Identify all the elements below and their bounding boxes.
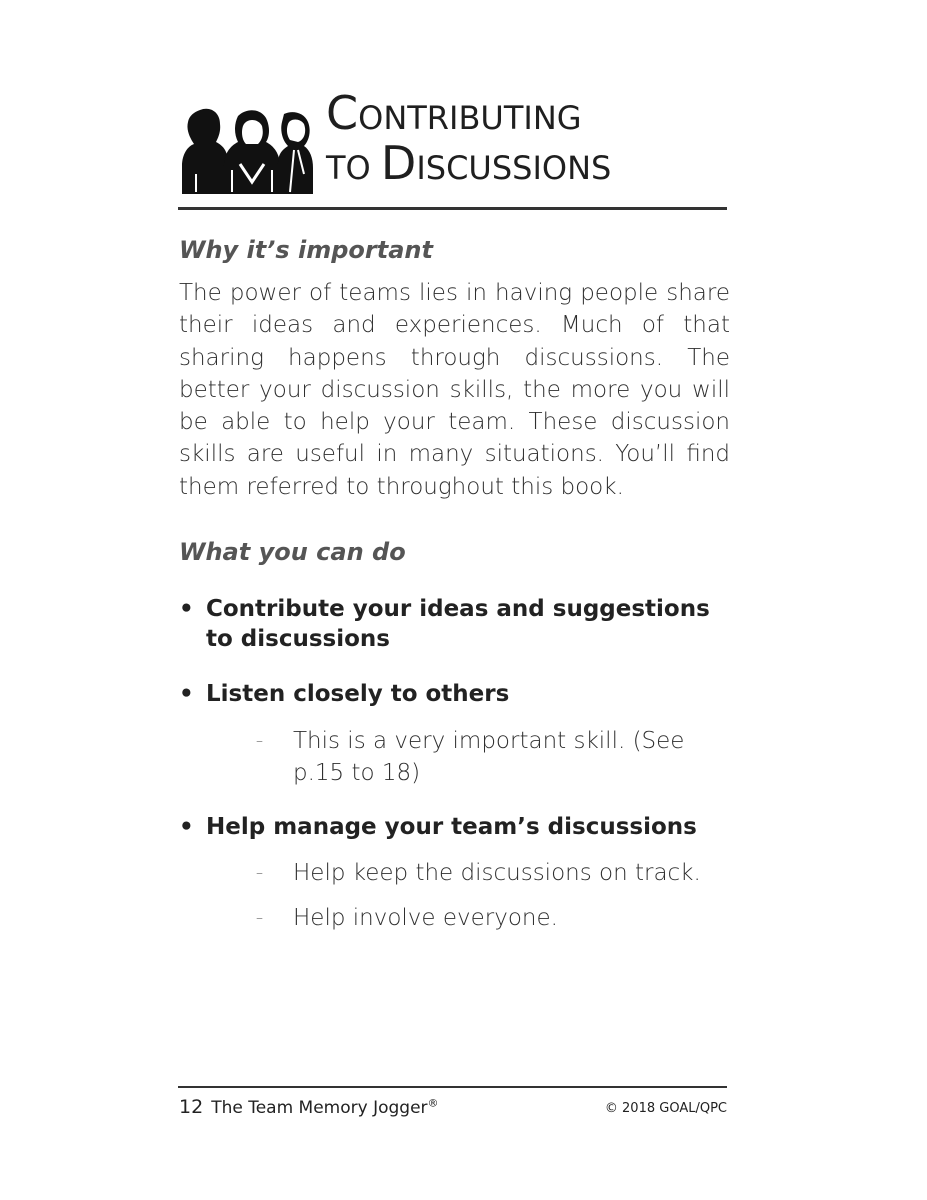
- page-number: 12: [179, 1096, 204, 1118]
- footer-book-info: [179, 1096, 439, 1118]
- sub-item-label: Help involve everyone.: [293, 905, 558, 931]
- sub-item: [256, 857, 726, 889]
- title-line-1: [326, 84, 611, 140]
- copyright-notice: © 2018 GOAL/QPC: [604, 1101, 727, 1116]
- title-initial-d: D: [380, 136, 417, 190]
- bullet-label: Help manage your team’s discussions: [206, 814, 697, 840]
- chapter-header: [178, 84, 727, 210]
- bullet-item: [179, 679, 739, 709]
- sub-item-label: This is a very important skill. (See p.15 to 18): [293, 728, 685, 786]
- intro-paragraph: The power of teams lies in having people share their ideas and experiences. Much of that sharing happens through discussions. The better your discussion skills, the more you will be able to help your team. These discussion skills are useful in many situations. You’ll find them referred to throughout this book.: [179, 280, 730, 500]
- bullet-label: Contribute your ideas and suggestions to discussions: [206, 596, 710, 652]
- bullet-item: [179, 594, 739, 654]
- title-prefix-2: TO: [326, 149, 381, 187]
- registered-mark: ®: [427, 1096, 439, 1110]
- title-rest-2: ISCUSSIONS: [416, 149, 612, 187]
- sub-item: [256, 725, 726, 789]
- sub-item: [256, 902, 726, 934]
- why-heading: Why it’s important: [179, 236, 433, 264]
- sub-item-marker: –: [256, 733, 263, 749]
- title-initial-c: C: [326, 86, 359, 140]
- book-title: The Team Memory Jogger: [211, 1098, 428, 1118]
- sub-item-label: Help keep the discussions on track.: [293, 860, 701, 886]
- footer-divider: [178, 1086, 727, 1088]
- bullet-marker: •: [179, 681, 194, 707]
- sub-item-marker: –: [256, 865, 263, 881]
- bullet-marker: •: [179, 814, 194, 840]
- header-divider: [178, 207, 727, 210]
- bullet-label: Listen closely to others: [206, 681, 510, 707]
- sub-item-marker: –: [256, 910, 263, 926]
- what-heading: What you can do: [179, 538, 406, 566]
- bullet-marker: •: [179, 596, 194, 622]
- bullet-item: [179, 812, 739, 842]
- chapter-title: [326, 84, 611, 196]
- team-silhouettes-icon: [180, 104, 314, 194]
- title-rest-1: ONTRIBUTING: [358, 99, 582, 137]
- title-line-2: [326, 136, 612, 196]
